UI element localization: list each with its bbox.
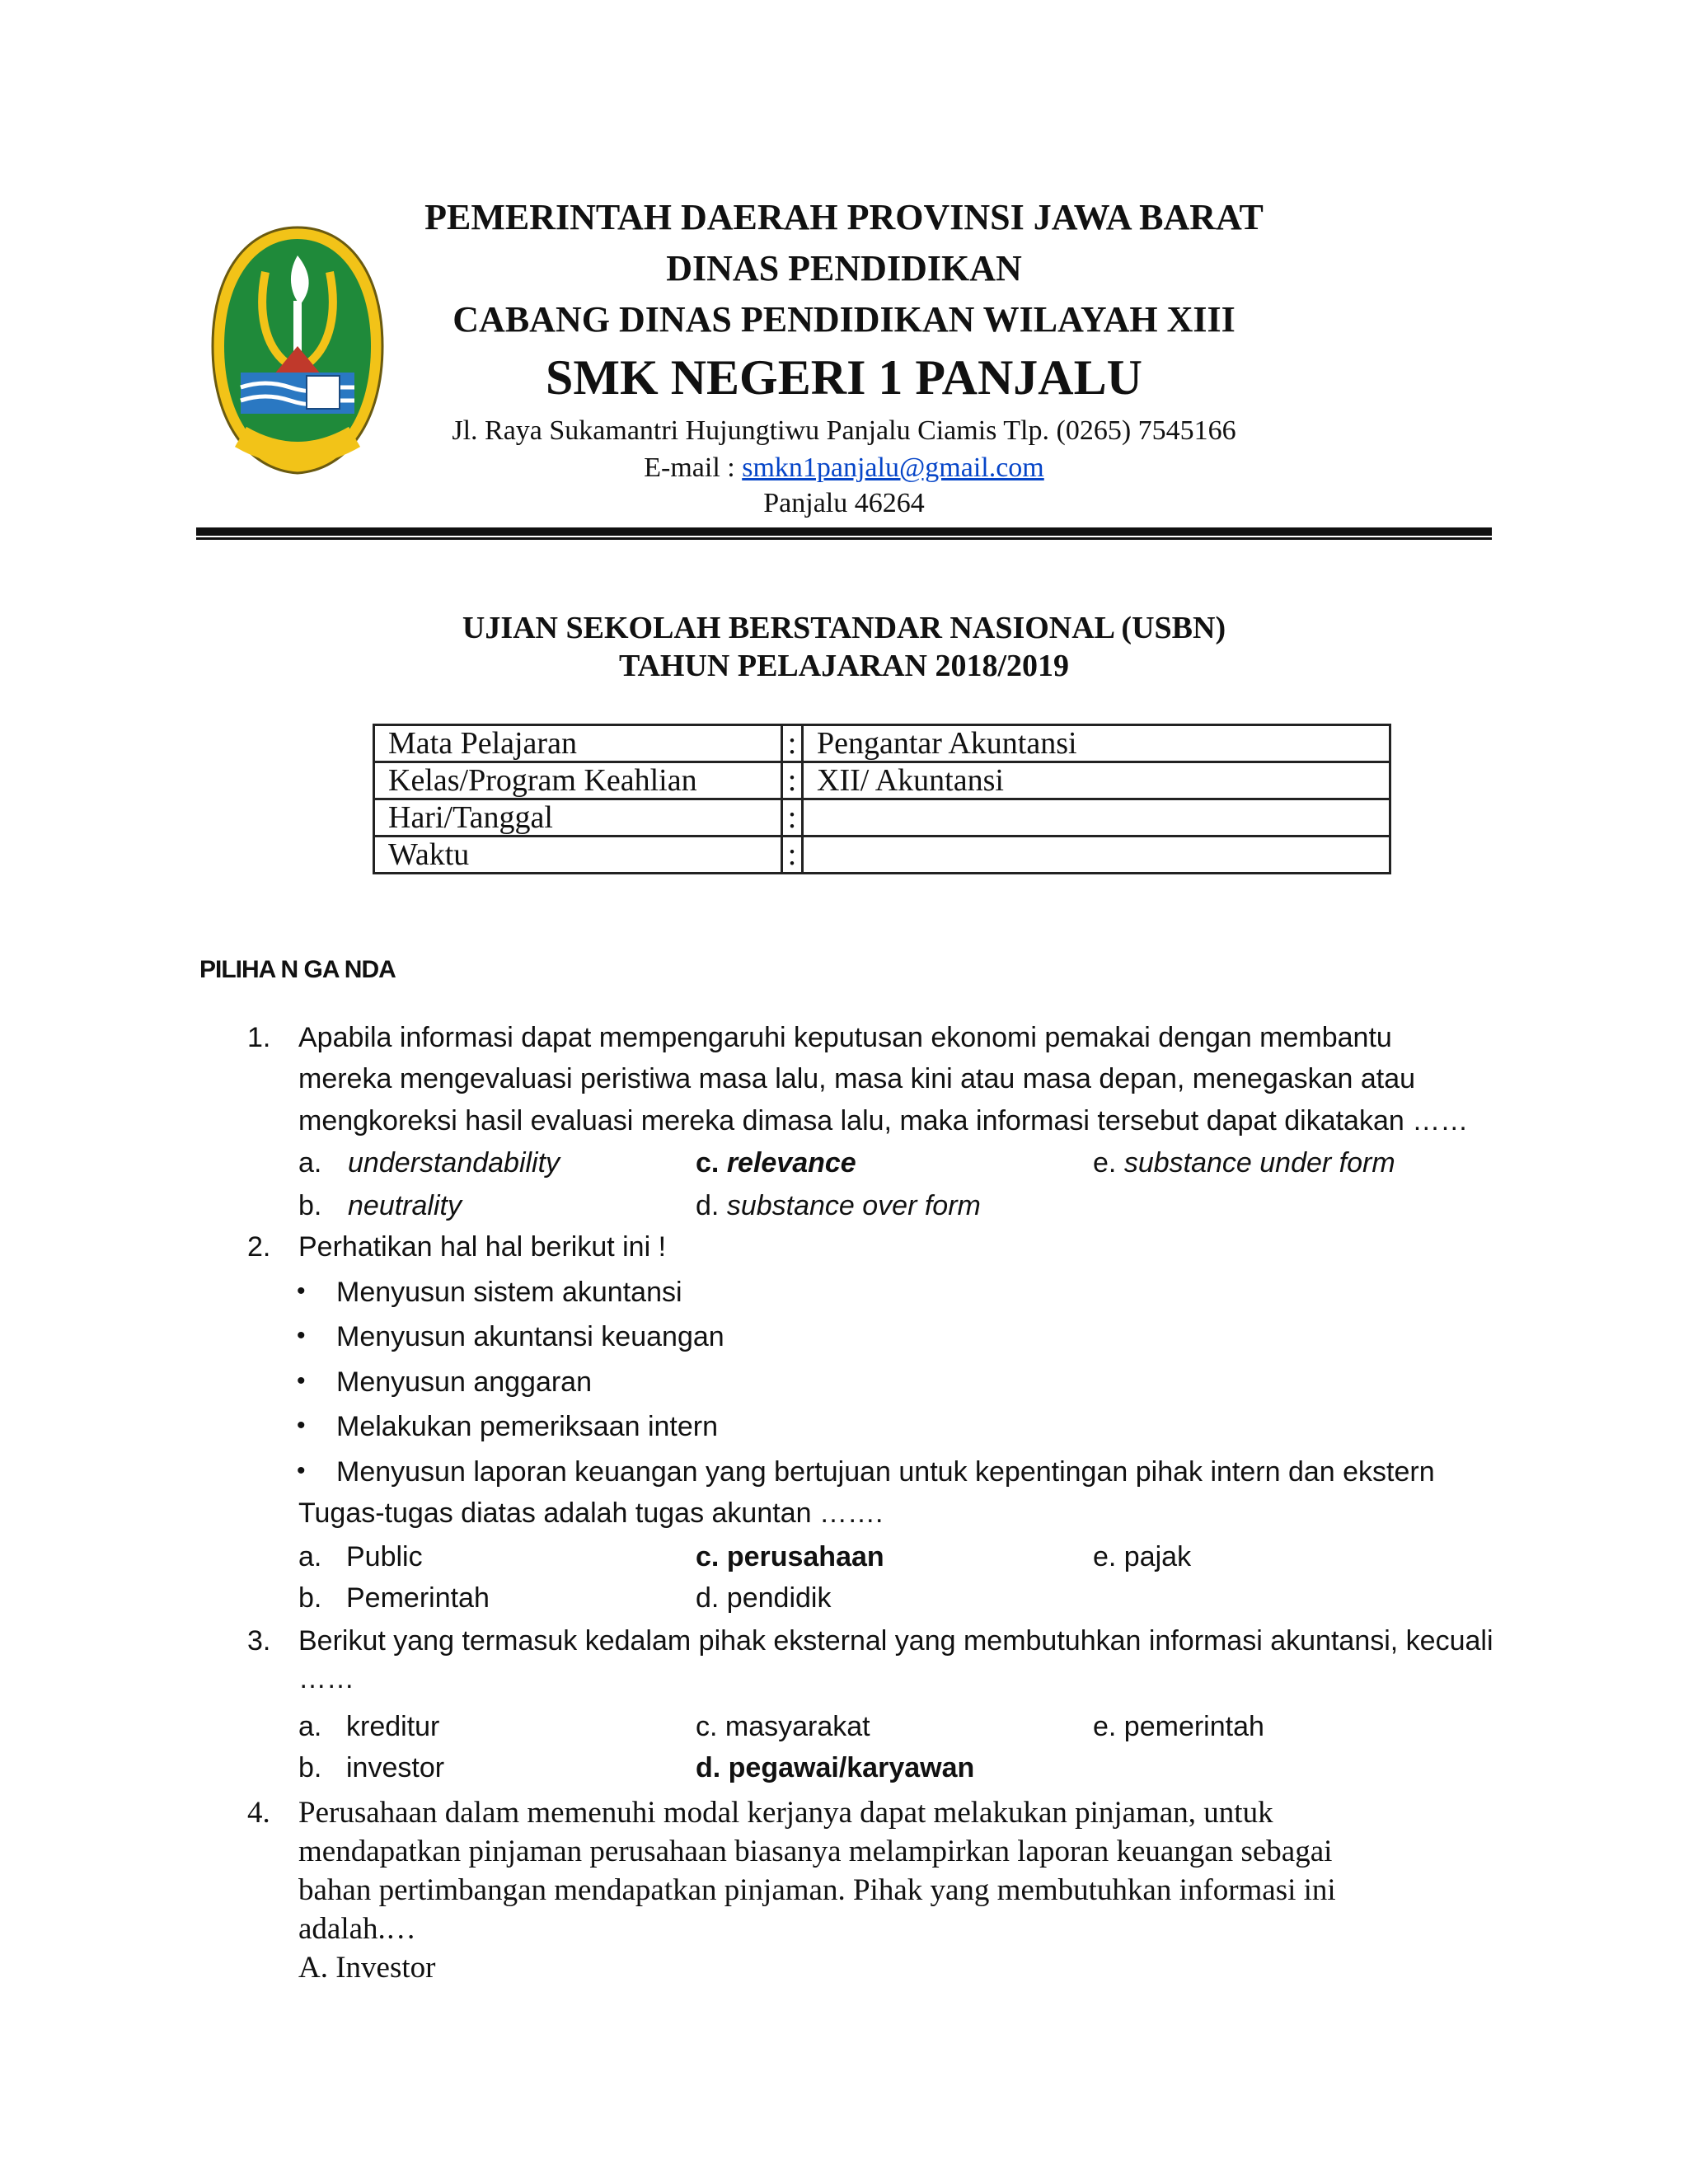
info-value: XII/ Akuntansi [803,762,1390,799]
info-label: Kelas/Program Keahlian [374,762,782,799]
list-item: Menyusun sistem akuntansi [336,1277,682,1308]
option-c-text: relevance [726,1147,856,1179]
option-b: investor [346,1752,445,1783]
option-label: b. [298,1582,322,1614]
option-c [696,1541,884,1573]
letterhead-department: DINAS PENDIDIKAN [666,248,1022,288]
option-label: c. [696,1147,727,1179]
list-item: Menyusun anggaran [336,1366,593,1398]
info-separator: : [782,837,803,874]
school-name: SMK NEGERI 1 PANJALU [546,350,1142,405]
email-label: E-mail : [644,452,743,483]
question-text: Perusahaan dalam memenuhi modal kerjanya dapat melakukan pinjaman, untuk [298,1796,1273,1830]
question-stem: Tugas-tugas diatas adalah tugas akuntan ……. [298,1497,884,1529]
table-row [374,799,1390,837]
question-text: mengkoreksi hasil evaluasi mereka dimasa lalu, maka informasi tersebut dapat dikatakan …… [298,1105,1469,1137]
list-item: Menyusun laporan keuangan yang bertujuan untuk kepentingan pihak intern dan ekstern [336,1456,1435,1488]
question-text: …… [298,1663,354,1694]
option-a: understandability [348,1147,560,1179]
table-row [374,837,1390,874]
letterhead-divider-thin [196,537,1492,540]
info-separator: : [782,725,803,762]
info-separator: : [782,762,803,799]
option-d [696,1190,981,1222]
bullet-icon: • [297,1322,306,1349]
school-postal: Panjalu 46264 [763,488,925,518]
table-row [374,762,1390,799]
option-label: b. [298,1752,322,1783]
question-text: Perhatikan hal hal berikut ini ! [298,1231,667,1263]
option-label: a. [298,1147,322,1179]
info-value [803,837,1390,874]
letterhead-branch: CABANG DINAS PENDIDIKAN WILAYAH XIII [452,299,1236,340]
bullet-icon: • [297,1367,306,1394]
exam-info-table [373,724,1391,874]
exam-year: TAHUN PELAJARAN 2018/2019 [618,649,1070,683]
table-row [374,725,1390,762]
option-a: kreditur [346,1711,440,1742]
bullet-icon: • [297,1457,306,1484]
bullet-icon: • [297,1412,306,1439]
school-email-line [0,452,1688,484]
question-text: Berikut yang termasuk kedalam pihak eksternal yang membutuhkan informasi akuntansi, kecuali [298,1625,1493,1657]
bullet-icon: • [297,1277,306,1305]
question-number: 3. [247,1625,271,1657]
letterhead-divider-thick [196,527,1492,536]
info-value [803,799,1390,837]
option-a: A. Investor [298,1951,436,1985]
email-link[interactable]: smkn1panjalu@gmail.com [742,452,1044,483]
section-title: PILIHA N GA NDA [199,956,396,983]
option-c [696,1147,856,1179]
option-d: d. pegawai/karyawan [696,1752,975,1783]
option-label: d. [696,1190,727,1221]
option-e-text: substance under form [1123,1147,1395,1179]
option-a: Public [346,1541,423,1572]
info-label: Waktu [374,837,782,874]
option-b: Pemerintah [346,1582,490,1614]
info-separator: : [782,799,803,837]
question-text: Apabila informasi dapat mempengaruhi keputusan ekonomi pemakai dengan membantu [298,1022,1392,1053]
option-e: e. pemerintah [1093,1711,1264,1742]
option-label: a. [298,1711,322,1742]
option-c: c. masyarakat [696,1711,870,1742]
question-number: 1. [247,1022,271,1053]
list-item: Menyusun akuntansi keuangan [336,1321,724,1352]
letterhead-government: PEMERINTAH DAERAH PROVINSI JAWA BARAT [424,197,1264,237]
question-text: bahan pertimbangan mendapatkan pinjaman. Pihak yang membutuhkan informasi ini [298,1873,1336,1907]
option-e: e. pajak [1093,1541,1192,1572]
option-b: neutrality [348,1190,462,1221]
info-label: Mata Pelajaran [374,725,782,762]
exam-title: UJIAN SEKOLAH BERSTANDAR NASIONAL (USBN) [462,611,1226,645]
list-item: Melakukan pemeriksaan intern [336,1411,719,1442]
option-e [1093,1147,1395,1179]
option-label: e. [1093,1147,1124,1179]
option-label: b. [298,1190,322,1221]
option-label: a. [298,1541,322,1572]
info-label: Hari/Tanggal [374,799,782,837]
school-address: Jl. Raya Sukamantri Hujungtiwu Panjalu Ciamis Tlp. (0265) 7545166 [452,415,1236,446]
option-label: c. [696,1541,727,1572]
question-number: 2. [247,1231,271,1263]
option-d-text: substance over form [726,1190,981,1221]
question-text: mereka mengevaluasi peristiwa masa lalu, masa kini atau masa depan, menegaskan atau [298,1063,1416,1094]
question-number: 4. [247,1796,270,1830]
question-text: mendapatkan pinjaman perusahaan biasanya melampirkan laporan keuangan sebagai [298,1835,1333,1868]
info-value: Pengantar Akuntansi [803,725,1390,762]
option-c-text: perusahaan [726,1541,884,1572]
option-d: d. pendidik [696,1582,832,1614]
question-text: adalah.… [298,1912,416,1946]
